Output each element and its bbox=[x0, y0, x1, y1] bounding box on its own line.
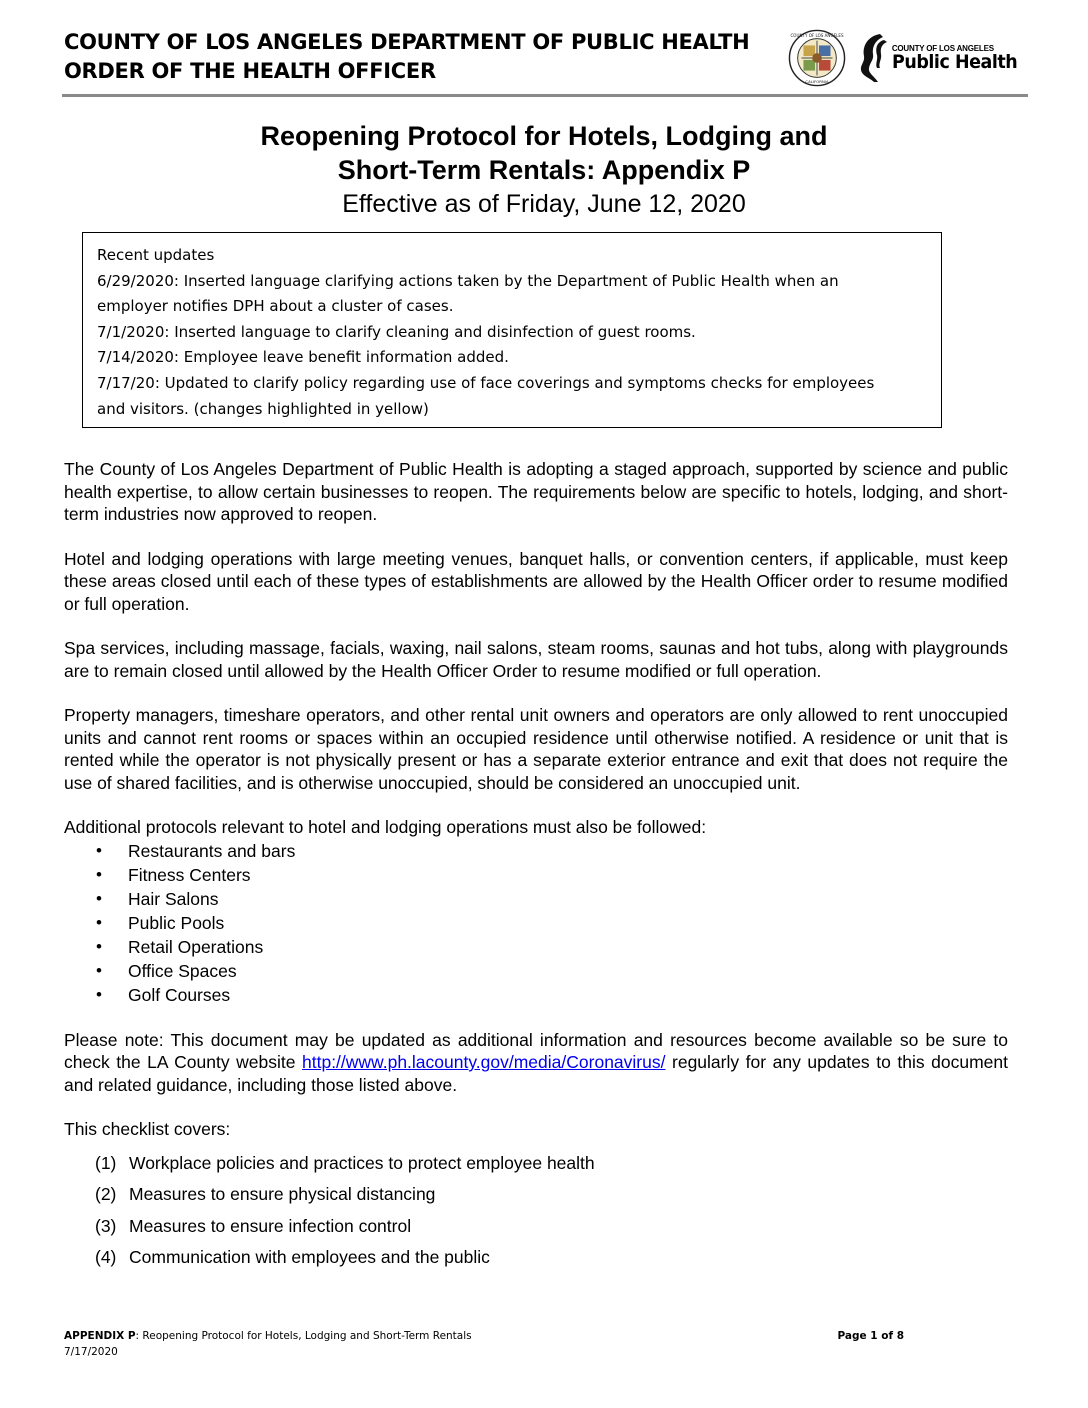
note-text-after: regularly for any updates to this document and related guidance, including those listed above. bbox=[64, 1052, 1008, 1095]
list-item: • Restaurants and bars bbox=[64, 839, 1008, 863]
update-line: and visitors. (changes highlighted in yellow) bbox=[97, 399, 429, 418]
list-item: • Retail Operations bbox=[64, 935, 1008, 959]
logo-public-health-text: Public Health bbox=[891, 50, 1018, 73]
item-text: Workplace policies and practices to protect employee health bbox=[129, 1152, 595, 1173]
list-item: • Public Pools bbox=[64, 911, 1008, 935]
list-item bbox=[64, 1151, 1008, 1175]
logo-county-text: COUNTY OF LOS ANGELES bbox=[891, 43, 994, 53]
list-item: • Golf Courses bbox=[64, 983, 1008, 1007]
spa-services-paragraph: Spa services, including massage, facials, waxing, nail salons, steam rooms, saunas and hot tubs, along with playgrounds are to remain closed until allowed by the Health Officer Order to resume modified or full operation. bbox=[64, 638, 1008, 681]
profile-swoosh-icon bbox=[856, 32, 890, 84]
additional-protocols-intro: Additional protocols relevant to hotel and lodging operations must also be followed: bbox=[64, 817, 707, 837]
item-text: Measures to ensure physical distancing bbox=[129, 1184, 436, 1204]
svg-text:CALIFORNIA: CALIFORNIA bbox=[805, 79, 829, 85]
list-item bbox=[64, 1245, 1008, 1269]
document-title-line2: Short-Term Rentals: Appendix P bbox=[337, 155, 751, 185]
update-line: 7/1/2020: Inserted language to clarify cleaning and disinfection of guest rooms. bbox=[97, 322, 696, 341]
item-text: Communication with employees and the public bbox=[129, 1247, 490, 1267]
intro-paragraph: The County of Los Angeles Department of Public Health is adopting a staged approach, supported by science and public health expertise, to allow certain businesses to reopen. The requirements below are specific to hotels, lodging, and short-term industries now approved to reopen. bbox=[64, 459, 1008, 524]
update-line: employer notifies DPH about a cluster of cases. bbox=[97, 297, 454, 316]
list-item: • Hair Salons bbox=[64, 887, 1008, 911]
update-line: 6/29/2020: Inserted language clarifying actions taken by the Department of Public Health when an bbox=[97, 271, 839, 290]
note-text-before: Please note: This document may be updated as additional information and resources become available so be sure to check the LA County website bbox=[64, 1029, 1008, 1072]
item-number: (2) bbox=[95, 1184, 117, 1204]
checklist-covers-list bbox=[64, 1151, 1008, 1270]
item-number: (3) bbox=[95, 1215, 117, 1236]
footer-doc-title: : Reopening Protocol for Hotels, Lodging and Short-Term Rentals bbox=[135, 1330, 472, 1342]
updates-heading: Recent updates bbox=[97, 246, 215, 264]
public-health-logo bbox=[856, 32, 1028, 84]
item-number: (1) bbox=[95, 1152, 117, 1173]
update-line: 7/14/2020: Employee leave benefit information added. bbox=[97, 348, 509, 367]
list-item: • Office Spaces bbox=[64, 959, 1008, 983]
effective-date: Effective as of Friday, June 12, 2020 bbox=[342, 190, 746, 218]
header-order: ORDER OF THE HEALTH OFFICER bbox=[64, 59, 436, 83]
svg-text:COUNTY OF LOS ANGELES: COUNTY OF LOS ANGELES bbox=[790, 33, 844, 39]
header-logos bbox=[788, 28, 1028, 88]
page-number: Page 1 of 8 bbox=[837, 1330, 904, 1342]
please-note-paragraph bbox=[64, 1029, 1008, 1097]
meeting-venues-paragraph: Hotel and lodging operations with large meeting venues, banquet halls, or convention centers, if applicable, must keep these areas closed until each of these types of establishments are allowed by the Health Officer order to resume modified or full operation. bbox=[64, 548, 1008, 614]
list-item bbox=[64, 1214, 1008, 1238]
list-item bbox=[64, 1182, 1008, 1206]
recent-updates-box bbox=[82, 232, 942, 428]
document-title-line1: Reopening Protocol for Hotels, Lodging and bbox=[260, 121, 828, 151]
item-text: Measures to ensure infection control bbox=[129, 1215, 412, 1236]
footer-date: 7/17/2020 bbox=[64, 1346, 118, 1358]
footer-title bbox=[64, 1328, 904, 1344]
document-body bbox=[64, 458, 1008, 1277]
header-divider bbox=[62, 94, 1028, 97]
checklist-covers-intro: This checklist covers: bbox=[64, 1119, 231, 1139]
page-footer bbox=[64, 1328, 904, 1360]
la-county-website-link[interactable]: http://www.ph.lacounty.gov/media/Coronavirus/ bbox=[302, 1052, 666, 1072]
update-line: 7/17/20: Updated to clarify policy regarding use of face coverings and symptoms checks for employees bbox=[97, 373, 875, 392]
county-seal-icon bbox=[788, 29, 846, 87]
rental-units-paragraph: Property managers, timeshare operators, and other rental unit owners and operators are only allowed to rent unoccupied units and cannot rent rooms or spaces within an occupied residence until otherwise notified. A residence or unit that is rented while the operator is not physically present or has a separate exterior entrance and exit that does not require the use of shared facilities, and is otherwise unoccupied, should be considered an unoccupied unit. bbox=[64, 705, 1008, 793]
footer-appendix-label: APPENDIX P bbox=[64, 1330, 136, 1342]
item-number: (4) bbox=[95, 1247, 117, 1267]
header-department: COUNTY OF LOS ANGELES DEPARTMENT OF PUBLIC HEALTH bbox=[64, 30, 750, 54]
additional-protocols-list bbox=[64, 839, 1008, 1007]
list-item: • Fitness Centers bbox=[64, 863, 1008, 887]
page-header bbox=[64, 28, 1028, 94]
